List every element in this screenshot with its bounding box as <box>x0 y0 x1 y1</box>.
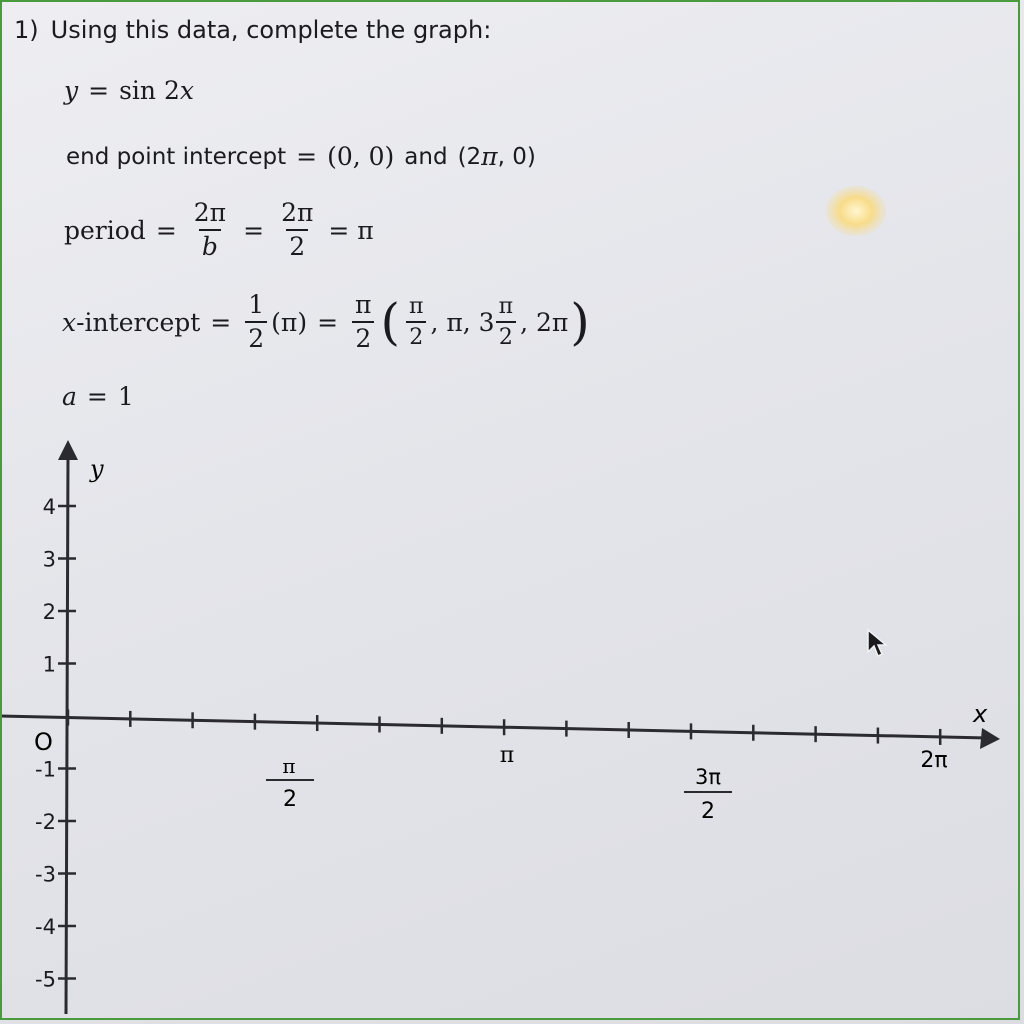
end-point-and: and <box>404 143 448 170</box>
y-axis-tick-label: -3 <box>35 862 56 887</box>
y-axis-tick-label: 2 <box>42 600 56 624</box>
end-point-first: (0, 0) <box>327 142 395 171</box>
y-axis-line <box>66 452 68 1014</box>
period-frac2-den: 2 <box>286 229 308 260</box>
x-label-3pi-over-2-den: 2 <box>701 799 715 824</box>
period-frac1-num: 2π <box>193 198 227 227</box>
x-intercept-var: x <box>62 307 77 337</box>
question-number: 1) <box>14 16 39 44</box>
x-intercept-pi-half-num: π <box>355 290 372 319</box>
origin-label: O <box>34 728 53 756</box>
x-intercept-list-frac1-den: 2 <box>406 321 426 349</box>
amplitude-equals: = <box>86 382 108 411</box>
x-intercept-list-mid: , π, 3 <box>430 307 495 337</box>
x-axis-line <box>0 716 988 738</box>
x-axis-ticks <box>68 710 940 745</box>
period-label: period <box>64 215 146 245</box>
period-frac1-den: b <box>199 229 221 260</box>
end-point-second-close: , 0) <box>497 143 536 170</box>
x-intercept-list-end: , 2π <box>520 307 569 337</box>
end-point-second-pi: π <box>481 142 498 171</box>
equation-y: y <box>64 76 79 105</box>
x-intercept-equals-2: = <box>317 307 339 337</box>
x-axis-label: x <box>973 700 988 728</box>
x-intercept-list-frac2-num: π <box>498 294 514 320</box>
x-intercept-close-paren: ) <box>570 293 590 352</box>
amplitude-var: a <box>62 382 77 411</box>
x-intercept-equals: = <box>210 307 232 337</box>
x-label-pi: π <box>499 743 515 768</box>
x-intercept-half-den: 2 <box>245 321 267 352</box>
y-axis-tick-label: -4 <box>35 915 56 939</box>
x-intercept-pi-half-den: 2 <box>352 321 374 352</box>
x-intercept-pi-paren: (π) <box>271 307 308 337</box>
equation-equals: = <box>88 76 110 105</box>
y-axis-tick-label: -5 <box>35 967 56 992</box>
period-result: = π <box>328 215 374 245</box>
x-intercept-half-num: 1 <box>248 290 265 319</box>
y-axis-tick-label: 4 <box>42 495 56 519</box>
x-intercept-label: -intercept <box>76 307 201 337</box>
end-point-second-open: (2 <box>457 143 482 170</box>
x-intercept-list-frac1-num: π <box>409 294 424 320</box>
x-axis-arrow <box>980 728 1000 749</box>
period-equals: = <box>155 215 177 245</box>
x-label-pi-over-2-den: 2 <box>283 787 297 812</box>
y-axis-arrow <box>58 440 78 460</box>
y-axis-tick-label: -1 <box>35 757 56 782</box>
equation-var: x <box>179 76 194 105</box>
x-intercept-list-frac2-den: 2 <box>496 321 516 349</box>
y-axis-tick-label: -2 <box>35 810 56 834</box>
x-label-2pi: 2π <box>920 748 948 773</box>
amplitude-value: 1 <box>117 382 134 411</box>
x-label-3pi-over-2-num: 3π <box>694 765 722 789</box>
period-frac2-num: 2π <box>281 198 314 227</box>
x-intercept-open-paren: ( <box>380 293 400 352</box>
y-axis-label: y <box>90 455 104 483</box>
x-label-pi-over-2-num: π <box>282 754 296 778</box>
mouse-pointer-icon <box>866 628 890 660</box>
end-point-label: end point intercept <box>66 143 287 170</box>
y-axis-tick-label: 1 <box>42 652 56 677</box>
end-point-equals: = <box>296 142 318 171</box>
period-equals-2: = <box>243 215 265 245</box>
equation-func: sin 2 <box>119 76 180 105</box>
y-axis-tick-label: 3 <box>42 547 56 572</box>
question-prompt: Using this data, complete the graph: <box>50 16 492 44</box>
